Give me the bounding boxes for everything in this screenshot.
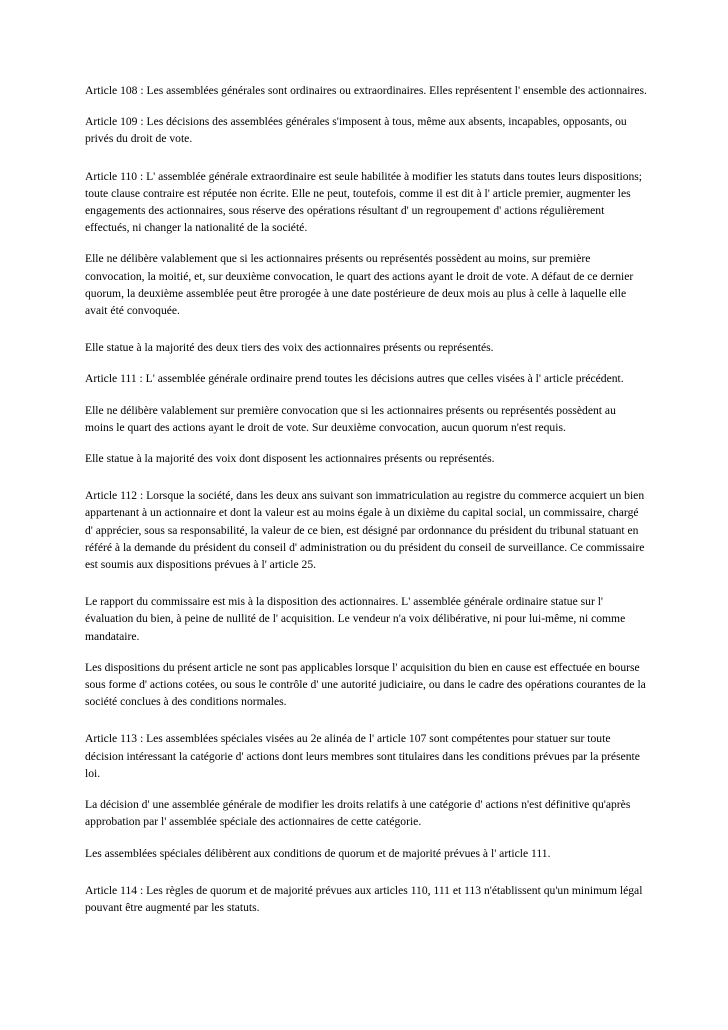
- paragraph-article-112-report: Le rapport du commissaire est mis à la disposition des actionnaires. L' assemblée générale ordinaire statue sur l' évaluation du bien, à peine de nullité de l' acquisition. Le vendeur n'a voix délibérative, ni pour lui-même, ni comme mandataire.: [85, 595, 626, 643]
- paragraph-article-110: Article 110 : L' assemblée générale extraordinaire est seule habilitée à modifier les statuts dans toutes leurs dispositions; toute clause contraire est réputée non écrite. Elle ne peut, toutefois, comme il est dit à l' article premier, augmenter les engagements des actionnaires, sous réserve des opérations résultant d' un regroupement d' actions régulièrement effectués, ni changer la nationalité de la société.: [85, 169, 643, 235]
- paragraph-article-114: Article 114 : Les règles de quorum et de majorité prévues aux articles 110, 111 et 113 n'établissent qu'un minimum légal pouvant être augmenté par les statuts.: [85, 883, 643, 914]
- paragraph-article-112: Article 112 : Lorsque la société, dans les deux ans suivant son immatriculation au registre du commerce acquiert un bien appartenant à un actionnaire et dont la valeur est au moins égale à un dixième du capital social, un commissaire, chargé d' apprécier, sous sa responsabilité, la valeur de ce bien, est désigné par ordonnance du président du tribunal statuant en référé à la demande du président du conseil d' administration ou du président du conseil de surveillance. Ce commissaire est soumis aux dispositions prévues à l' article 25.: [85, 489, 645, 572]
- document-page: [85, 82, 647, 930]
- paragraph-article-108: Article 108 : Les assemblées générales sont ordinaires ou extraordinaires. Elles représentent l' ensemble des actionnaires.: [85, 84, 647, 97]
- paragraph-article-110-quorum: Elle ne délibère valablement que si les actionnaires présents ou représentés possèdent au moins, sur première convocation, la moitié, et, sur deuxième convocation, le quart des actions ayant le droit de vote. A défaut de ce dernier quorum, la deuxième assemblée peut être prorogée à une date postérieure de deux mois au plus à celle à laquelle elle avait été convoquée.: [85, 252, 634, 318]
- paragraph-article-113-conditions: Les assemblées spéciales délibèrent aux conditions de quorum et de majorité prévues à l' article 111.: [85, 846, 551, 860]
- paragraph-article-111-majority: Elle statue à la majorité des voix dont disposent les actionnaires présents ou représentés.: [85, 452, 495, 466]
- paragraph-article-112-exceptions: Les dispositions du présent article ne sont pas applicables lorsque l' acquisition du bien en cause est effectuée en bourse sous forme d' actions cotées, ou sous le contrôle d' une autorité judiciaire, ou dans le cadre des opérations courantes de la société conclues à des conditions normales.: [85, 660, 646, 709]
- paragraph-article-110-majority: Elle statue à la majorité des deux tiers des voix des actionnaires présents ou représentés.: [85, 341, 494, 355]
- paragraph-article-111: Article 111 : L' assemblée générale ordinaire prend toutes les décisions autres que celles visées à l' article précédent.: [85, 372, 624, 386]
- paragraph-article-113: Article 113 : Les assemblées spéciales visées au 2e alinéa de l' article 107 sont compétentes pour statuer sur toute décision intéressant la catégorie d' actions dont leurs membres sont titulaires dans les conditions prévues par la présente loi.: [85, 732, 640, 780]
- paragraph-article-113-decision: La décision d' une assemblée générale de modifier les droits relatifs à une catégorie d' actions n'est définitive qu'après approbation par l' assemblée spéciale des actionnaires de cette catégorie.: [85, 798, 631, 829]
- paragraph-article-111-quorum: Elle ne délibère valablement sur première convocation que si les actionnaires présents ou représentés possèdent au moins le quart des actions ayant le droit de vote. Sur deuxième convocation, aucun quorum n'est requis.: [85, 403, 616, 434]
- paragraph-article-109: Article 109 : Les décisions des assemblées générales s'imposent à tous, même aux absents, incapables, opposants, ou privés du droit de vote.: [85, 115, 627, 146]
